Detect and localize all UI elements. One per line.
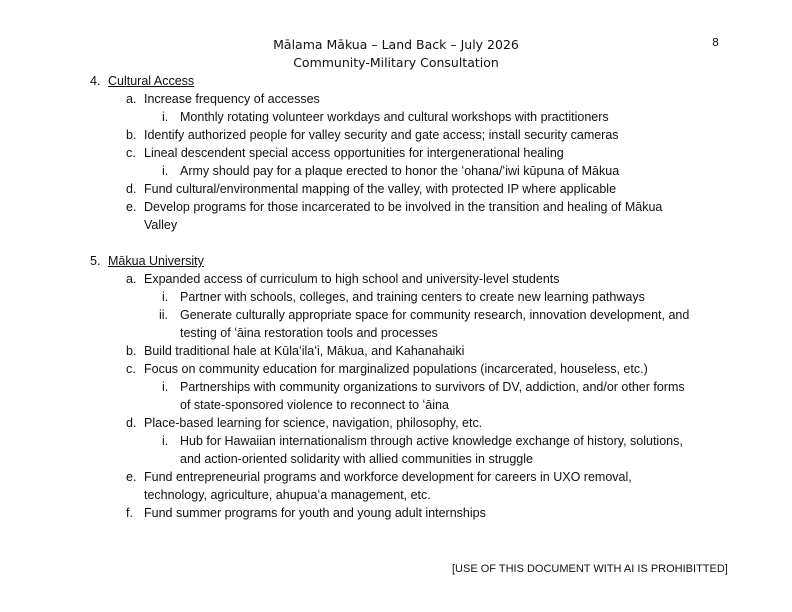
sub-list-item-label: i. xyxy=(162,110,169,124)
list-item-text: Develop programs for those incarcerated to be involved in the transition and healing of Mākua xyxy=(144,200,663,214)
section-heading-text: Cultural Access xyxy=(108,74,195,88)
list-item-text: Fund summer programs for youth and young adult internships xyxy=(144,506,486,520)
list-item-label: a. xyxy=(126,272,137,286)
sub-list-item-text: Monthly rotating volunteer workdays and cultural workshops with practitioners xyxy=(180,110,609,124)
list-item-label: d. xyxy=(126,416,137,430)
sub-list-item-label: i. xyxy=(162,434,169,448)
list-item-text: Increase frequency of accesses xyxy=(144,92,320,106)
sub-list-item-label: i. xyxy=(162,164,169,178)
list-item-text: Identify authorized people for valley security and gate access; install security cameras xyxy=(144,128,619,142)
list-item-text: Place-based learning for science, navigation, philosophy, etc. xyxy=(144,416,483,430)
document-header xyxy=(0,36,792,72)
section-heading-label: 4. xyxy=(90,74,101,88)
list-item-label: e. xyxy=(126,200,137,214)
sub-list-item-continuation-text: testing of ʻāina restoration tools and processes xyxy=(180,326,438,340)
list-item-continuation-text: Valley xyxy=(144,218,178,232)
sub-list-item-text: Partner with schools, colleges, and training centers to create new learning pathways xyxy=(180,290,645,304)
sub-list-item-text: Partnerships with community organizations to survivors of DV, addiction, and/or other forms xyxy=(180,380,685,394)
section-heading-text: Mākua University xyxy=(108,254,204,268)
list-item-continuation-text: technology, agriculture, ahupuaʻa management, etc. xyxy=(144,488,431,502)
list-item-label: e. xyxy=(126,470,137,484)
list-item-text: Focus on community education for marginalized populations (incarcerated, houseless, etc.) xyxy=(144,362,648,376)
sub-list-item-continuation-text: of state-sponsored violence to reconnect to ʻāina xyxy=(180,398,449,412)
list-item-label: c. xyxy=(126,362,136,376)
page-number: 8 xyxy=(712,36,719,49)
footer-notice: [USE OF THIS DOCUMENT WITH AI IS PROHIBITTED] xyxy=(452,563,728,575)
list-item-label: b. xyxy=(126,128,137,142)
list-item-text: Build traditional hale at Kūlaʻilaʻi, Mākua, and Kahanahaiki xyxy=(144,344,465,358)
sub-list-item-text: Hub for Hawaiian internationalism through active knowledge exchange of history, solutions, xyxy=(180,434,683,448)
list-item-label: c. xyxy=(126,146,136,160)
list-item-text: Lineal descendent special access opportunities for intergenerational healing xyxy=(144,146,564,160)
sub-list-item-text: Army should pay for a plaque erected to honor the ʻohana/ʻiwi kūpuna of Mākua xyxy=(180,164,620,178)
document-subtitle: Community-Military Consultation xyxy=(293,55,499,70)
list-item-text: Expanded access of curriculum to high school and university-level students xyxy=(144,272,560,286)
section-heading-label: 5. xyxy=(90,254,101,268)
list-item-label: b. xyxy=(126,344,137,358)
document-title: Mālama Mākua – Land Back – July 2026 xyxy=(273,37,519,52)
list-item-text: Fund entrepreneurial programs and workforce development for careers in UXO removal, xyxy=(144,470,632,484)
list-item-label: f. xyxy=(126,506,133,520)
list-item-text: Fund cultural/environmental mapping of the valley, with protected IP where applicable xyxy=(144,182,617,196)
sub-list-item-label: i. xyxy=(162,290,169,304)
sub-list-item-text: Generate culturally appropriate space for community research, innovation development, and xyxy=(180,308,690,322)
sub-list-item-continuation-text: and action-oriented solidarity with allied communities in struggle xyxy=(180,452,533,466)
sub-list-item-label: i. xyxy=(162,380,169,394)
list-item-label: a. xyxy=(126,92,137,106)
sub-list-item-label: ii. xyxy=(159,308,169,322)
list-item-label: d. xyxy=(126,182,137,196)
